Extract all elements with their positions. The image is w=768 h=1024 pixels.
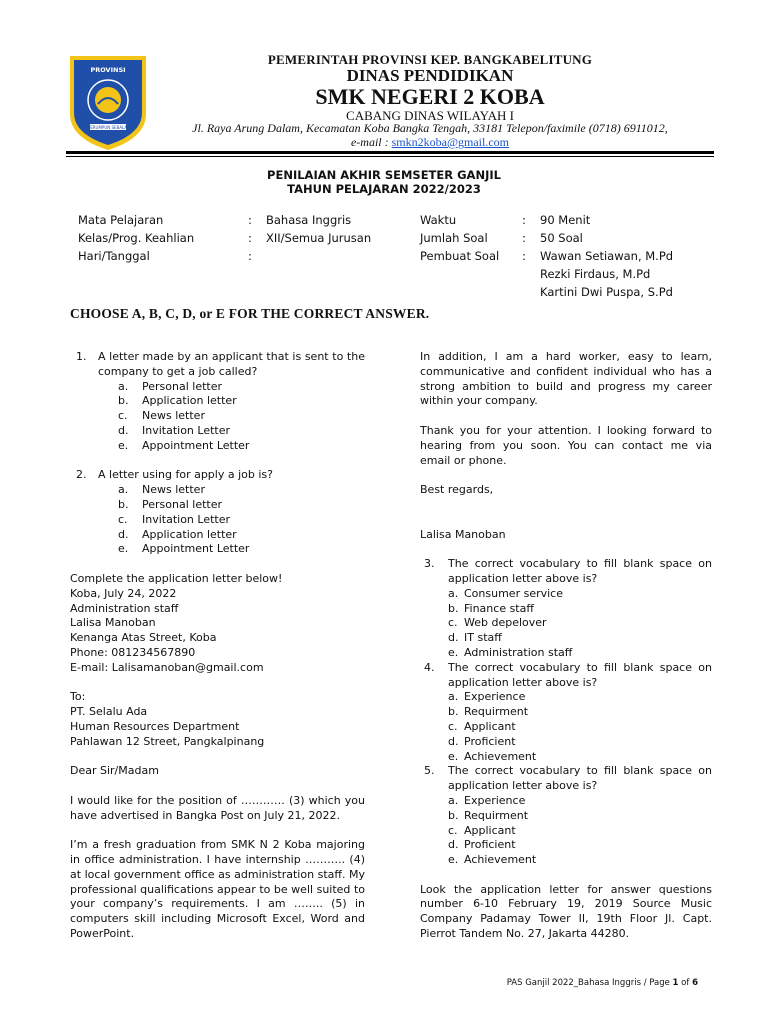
option: d. Application letter — [118, 527, 237, 541]
info-label: Hari/Tanggal — [78, 249, 150, 263]
colon: : — [248, 231, 252, 245]
question-4-options — [420, 690, 712, 764]
province-logo — [66, 52, 150, 152]
exam-title: PENILAIAN AKHIR SEMSETER GANJIL — [267, 168, 501, 182]
header-rule-thin — [66, 156, 714, 157]
info-right-colons — [522, 211, 526, 265]
info-value: 50 Soal — [540, 231, 583, 245]
question-text: A letter made by an applicant that is sent to the company to get a job called? — [98, 350, 365, 378]
option: b. Requirment — [448, 808, 529, 822]
question-text: The correct vocabulary to fill blank space on application letter above is? — [448, 764, 712, 793]
colon: : — [248, 213, 252, 227]
letter-department: Human Resources Department — [70, 719, 240, 733]
info-value: XII/Semua Jurusan — [266, 231, 372, 245]
info-label: Kelas/Prog. Keahlian — [78, 231, 195, 245]
letter-paragraph-3: In addition, I am a hard worker, easy to learn, communicative and confident individual who has a strong ambition to build and progress my career within your company. — [420, 350, 712, 408]
option: b. Finance staff — [448, 601, 534, 615]
info-value: Bahasa Inggris — [266, 213, 352, 227]
exam-year: TAHUN PELAJARAN 2022/2023 — [287, 182, 481, 196]
info-label: Pembuat Soal — [420, 249, 500, 263]
colon: : — [522, 249, 526, 263]
letter-closing: Best regards, — [420, 483, 494, 497]
info-right-labels — [420, 211, 499, 265]
info-value: Kartini Dwi Puspa, S.Pd — [540, 285, 673, 299]
option: e. Appointment Letter — [118, 542, 250, 556]
option: d. Proficient — [448, 734, 516, 748]
colon: : — [248, 249, 252, 263]
look-instruction: Look the application letter for answer questions number 6-10 February 19, 2019 Source Music Company Padamay Tower II, 19th Floor Jl. Capt. Pierrot Tandem No. 27, Jakarta 44280. — [420, 882, 712, 941]
option: b. Application letter — [118, 394, 237, 408]
svg-text:SERUMPUN SEBALAI: SERUMPUN SEBALAI — [87, 125, 129, 130]
question-3 — [420, 557, 712, 587]
option: d. Proficient — [448, 838, 516, 852]
letter-signature: Lalisa Manoban — [420, 527, 506, 541]
letter-phone: Phone: 081234567890 — [70, 645, 196, 659]
option: b. Requirment — [448, 705, 529, 719]
left-column — [70, 350, 365, 942]
option: d. Invitation Letter — [118, 423, 231, 437]
footer-of: of — [678, 978, 693, 988]
footer-page: 1 — [672, 978, 679, 988]
question-2-options — [70, 483, 365, 557]
info-value: Wawan Setiawan, M.Pd — [540, 249, 674, 263]
letter-date: Koba, July 24, 2022 — [70, 586, 177, 600]
right-column — [420, 350, 712, 942]
info-left-colons — [248, 211, 252, 265]
question-5-options — [420, 794, 712, 868]
question-number: 3. — [424, 557, 435, 571]
option: c. Applicant — [448, 719, 516, 733]
info-left-values — [266, 211, 371, 247]
header-school: SMK NEGERI 2 KOBA — [315, 84, 545, 109]
footer-prefix: PAS Ganjil 2022_Bahasa Inggris / Page — [506, 978, 673, 988]
header-rule-thick — [66, 151, 714, 154]
letter-salutation: Dear Sir/Madam — [70, 764, 159, 778]
question-4 — [420, 661, 712, 691]
option: e. Appointment Letter — [118, 438, 250, 452]
question-text: The correct vocabulary to fill blank space on application letter above is? — [448, 557, 712, 585]
letter-company: PT. Selalu Ada — [70, 705, 148, 719]
info-label: Mata Pelajaran — [78, 213, 164, 227]
question-1 — [70, 350, 365, 380]
option: a. News letter — [118, 483, 205, 497]
letter-sender-address: Kenanga Atas Street, Koba — [70, 631, 217, 645]
info-left-labels — [78, 211, 194, 265]
question-number: 2. — [76, 468, 87, 482]
option: e. Achievement — [448, 853, 537, 867]
option: c. Web depelover — [448, 616, 547, 630]
option: c. Invitation Letter — [118, 512, 231, 526]
option: a. Experience — [448, 690, 526, 704]
option: a. Experience — [448, 793, 526, 807]
info-label: Waktu — [420, 213, 457, 227]
question-1-options — [70, 380, 365, 454]
option: e. Achievement — [448, 749, 537, 763]
question-number: 4. — [424, 660, 435, 674]
header-government: PEMERINTAH PROVINSI KEP. BANGKABELITUNG — [267, 52, 593, 67]
footer-total: 6 — [692, 978, 698, 988]
question-text: The correct vocabulary to fill blank space on application letter above is? — [448, 660, 712, 689]
question-2 — [70, 468, 365, 483]
letter-to: To: — [70, 690, 86, 704]
question-3-options — [420, 587, 712, 661]
email-label: e-mail : — [350, 135, 389, 149]
letter-street: Pahlawan 12 Street, Pangkalpinang — [70, 734, 265, 748]
option: c. News letter — [118, 409, 205, 423]
info-value: 90 Menit — [540, 213, 591, 227]
option: e. Administration staff — [448, 645, 573, 659]
header-branch: CABANG DINAS WILAYAH I — [346, 108, 514, 123]
letter-subject: Administration staff — [70, 601, 179, 615]
svg-text:PROVINSI: PROVINSI — [90, 66, 126, 74]
option: c. Applicant — [448, 823, 516, 837]
question-number: 5. — [424, 764, 435, 778]
header-email-line — [160, 135, 700, 150]
question-number: 1. — [76, 350, 87, 363]
letter-paragraph-4: Thank you for your attention. I looking forward to hearing from you soon. You can contact me via email or phone. — [420, 423, 712, 467]
info-label: Jumlah Soal — [420, 231, 488, 245]
header-department: DINAS PENDIDIKAN — [346, 66, 514, 85]
option: d. IT staff — [448, 631, 502, 645]
letter-email: E-mail: Lalisamanoban@gmail.com — [70, 660, 264, 674]
option: b. Personal letter — [118, 497, 222, 511]
colon: : — [522, 231, 526, 245]
email-link[interactable]: smkn2koba@gmail.com — [391, 135, 510, 149]
info-right-values — [540, 211, 673, 301]
colon: : — [522, 213, 526, 227]
question-text: A letter using for apply a job is? — [98, 468, 273, 482]
page-footer — [507, 978, 698, 988]
question-5 — [420, 764, 712, 794]
letter-paragraph-2: I’m a fresh graduation from SMK N 2 Koba majoring in office administration. I have internship ……….. (4) at local government office as administration staff. My professional qualifications appear to be well suited to your company’s requirements. I am …….. (5) in computers skill including Microsoft Excel, Word and PowerPoint. — [70, 838, 365, 941]
letter-paragraph-1: I would like for the position of ………… (3) which you have advertised in Bangka Post on July 21, 2022. — [70, 793, 365, 822]
letter-sender-name: Lalisa Manoban — [70, 616, 156, 630]
letter-intro: Complete the application letter below! — [70, 571, 283, 585]
info-value: Rezki Firdaus, M.Pd — [540, 267, 651, 281]
option: a. Personal letter — [118, 379, 222, 393]
header-address: Jl. Raya Arung Dalam, Kecamatan Koba Bangka Tengah, 33181 Telepon/faximile (0718) 6911012, — [192, 121, 668, 135]
option: a. Consumer service — [448, 586, 563, 600]
instruction: CHOOSE A, B, C, D, or E FOR THE CORRECT ANSWER. — [70, 306, 430, 321]
